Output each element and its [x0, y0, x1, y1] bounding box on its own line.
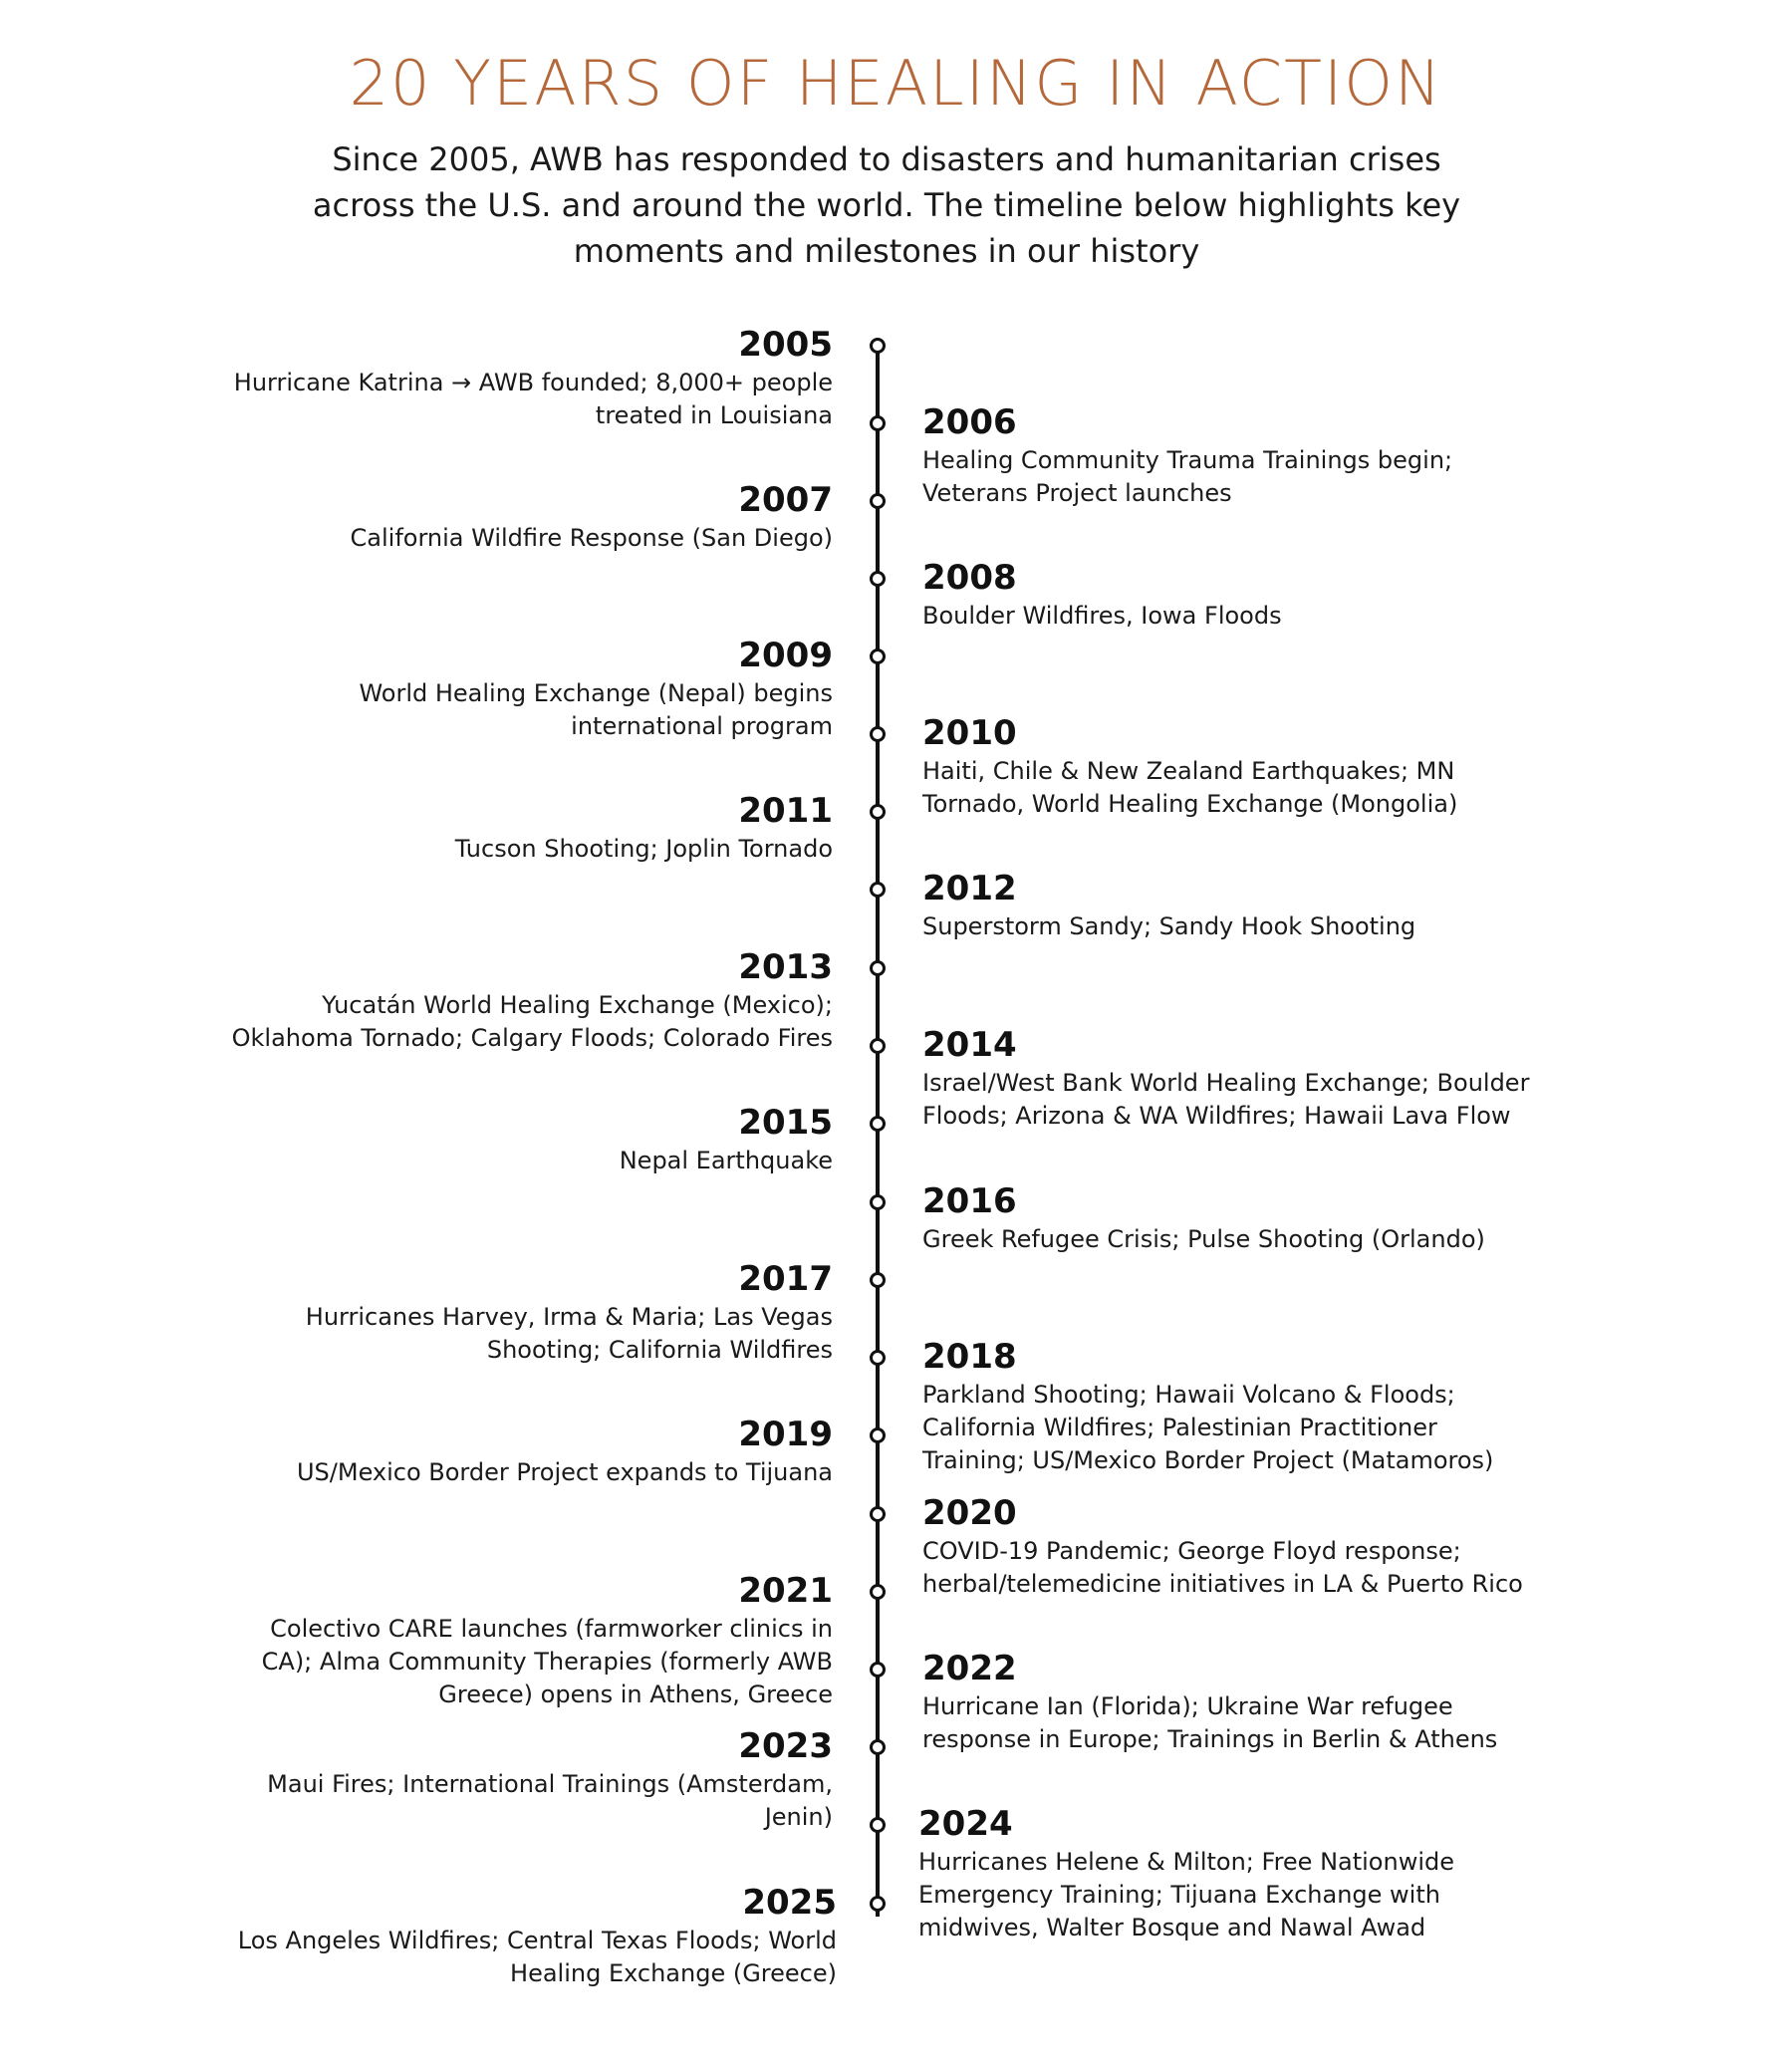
timeline-description: Hurricanes Helene & Milton; Free Nationwide Emergency Training; Tijuana Exchange with midwives, Walter Bosque and Nawal Awad: [918, 1848, 1454, 1941]
timeline-description: Israel/West Bank World Healing Exchange; Boulder Floods; Arizona & WA Wildfires; Hawaii Lava Flow: [922, 1069, 1530, 1130]
timeline-description: World Healing Exchange (Nepal) begins international program: [359, 679, 833, 740]
timeline-node-2013: [870, 960, 886, 976]
timeline-description: US/Mexico Border Project expands to Tijuana: [296, 1458, 833, 1486]
timeline-description: Hurricanes Harvey, Irma & Maria; Las Vegas Shooting; California Wildfires: [305, 1303, 833, 1364]
timeline-node-2016: [870, 1194, 886, 1210]
timeline-description: Yucatán World Healing Exchange (Mexico); Oklahoma Tornado; Calgary Floods; Colorado Fires: [231, 991, 833, 1052]
timeline-year: 2024: [918, 1804, 1013, 1844]
timeline-year: 2005: [738, 325, 833, 365]
timeline-entry-2015: [215, 1103, 833, 1177]
timeline-node-2006: [870, 415, 886, 431]
timeline-year: 2016: [922, 1181, 1017, 1221]
timeline-year: 2019: [738, 1415, 833, 1454]
timeline-description: Los Angeles Wildfires; Central Texas Floods; World Healing Exchange (Greece): [237, 1927, 837, 1987]
timeline-description: Colectivo CARE launches (farmworker clinics in CA); Alma Community Therapies (formerly AWB Greece) opens in Athens, Greece: [261, 1615, 833, 1708]
timeline-year: 2008: [922, 558, 1017, 598]
timeline-node-2022: [870, 1662, 886, 1678]
timeline-year: 2010: [922, 713, 1017, 753]
timeline-node-2010: [870, 726, 886, 742]
timeline-year: 2022: [922, 1649, 1017, 1688]
timeline-description: Hurricane Katrina → AWB founded; 8,000+ people treated in Louisiana: [233, 369, 833, 429]
timeline-node-2023: [870, 1739, 886, 1755]
timeline-node-2008: [870, 571, 886, 587]
timeline-description: COVID-19 Pandemic; George Floyd response; herbal/telemedicine initiatives in LA & Puerto Rico: [922, 1537, 1523, 1598]
timeline-entry-2012: [922, 869, 1540, 943]
timeline-node-2012: [870, 882, 886, 898]
timeline-description: Tucson Shooting; Joplin Tornado: [454, 835, 833, 863]
timeline-year: 2006: [922, 402, 1017, 442]
timeline-entry-2020: [922, 1493, 1540, 1601]
timeline-entry-2011: [215, 791, 833, 866]
timeline-year: 2015: [738, 1103, 833, 1143]
timeline-description: Haiti, Chile & New Zealand Earthquakes; MN Tornado, World Healing Exchange (Mongolia): [922, 757, 1458, 818]
timeline-description: Healing Community Trauma Trainings begin; Veterans Project launches: [922, 446, 1453, 507]
timeline-description: Superstorm Sandy; Sandy Hook Shooting: [922, 912, 1416, 940]
timeline-entry-2025: [219, 1883, 837, 1990]
timeline-entry-2023: [215, 1726, 833, 1834]
timeline-node-2014: [870, 1038, 886, 1054]
timeline-entry-2024: [918, 1804, 1536, 1944]
timeline-year: 2013: [738, 947, 833, 987]
timeline-year: 2012: [922, 869, 1017, 908]
timeline-node-2017: [870, 1272, 886, 1288]
timeline-node-2015: [870, 1116, 886, 1132]
timeline-entry-2005: [215, 325, 833, 432]
timeline-description: Maui Fires; International Trainings (Amsterdam, Jenin): [267, 1770, 833, 1831]
intro-paragraph: Since 2005, AWB has responded to disasters and humanitarian crises across the U.S. and around the world. The timeline below highlights key moments and milestones in our history: [312, 140, 1461, 270]
timeline-node-2011: [870, 804, 886, 820]
timeline-description: California Wildfire Response (San Diego): [350, 524, 833, 552]
timeline-entry-2018: [922, 1337, 1540, 1477]
timeline-entry-2017: [215, 1259, 833, 1367]
timeline-year: 2020: [922, 1493, 1017, 1533]
timeline-year: 2017: [738, 1259, 833, 1299]
timeline-node-2019: [870, 1427, 886, 1443]
timeline-entry-2006: [922, 402, 1540, 510]
timeline-entry-2013: [215, 947, 833, 1055]
timeline-entry-2022: [922, 1649, 1540, 1756]
timeline-year: 2023: [738, 1726, 833, 1766]
timeline-year: 2011: [738, 791, 833, 831]
timeline-year: 2007: [738, 480, 833, 520]
timeline-node-2025: [870, 1896, 886, 1912]
timeline-node-2021: [870, 1584, 886, 1600]
timeline-description: Boulder Wildfires, Iowa Floods: [922, 602, 1282, 630]
timeline-node-2024: [870, 1817, 886, 1833]
timeline-node-2009: [870, 648, 886, 664]
timeline-description: Hurricane Ian (Florida); Ukraine War refugee response in Europe; Trainings in Berlin & Athens: [922, 1692, 1498, 1753]
timeline-year: 2018: [922, 1337, 1017, 1377]
timeline-node-2007: [870, 493, 886, 509]
timeline-entry-2008: [922, 558, 1540, 633]
page-title: 20 YEARS OF HEALING IN ACTION: [349, 47, 1443, 120]
timeline-entry-2019: [215, 1415, 833, 1489]
timeline-entry-2021: [215, 1571, 833, 1711]
timeline-year: 2021: [738, 1571, 833, 1611]
timeline-entry-2010: [922, 713, 1540, 821]
timeline-year: 2025: [742, 1883, 837, 1923]
timeline-year: 2014: [922, 1025, 1017, 1065]
timeline-entry-2014: [922, 1025, 1540, 1133]
timeline-entry-2007: [215, 480, 833, 555]
timeline-entry-2009: [215, 636, 833, 743]
timeline-node-2018: [870, 1350, 886, 1366]
timeline-entry-2016: [922, 1181, 1540, 1256]
timeline-node-2005: [870, 338, 886, 354]
timeline-description: Nepal Earthquake: [619, 1147, 833, 1174]
timeline-year: 2009: [738, 636, 833, 675]
timeline-description: Parkland Shooting; Hawaii Volcano & Floods; California Wildfires; Palestinian Practitioner Training; US/Mexico Border Project (Matamoros): [922, 1381, 1494, 1474]
timeline-node-2020: [870, 1506, 886, 1522]
timeline-description: Greek Refugee Crisis; Pulse Shooting (Orlando): [922, 1225, 1485, 1253]
